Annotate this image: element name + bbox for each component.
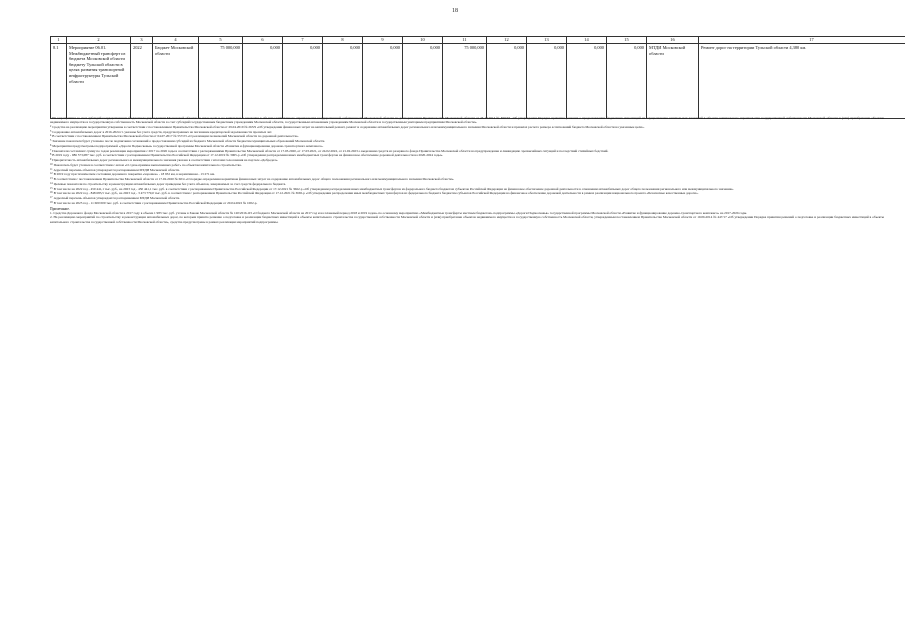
col-number: 4	[153, 37, 199, 44]
col-number: 6	[243, 37, 283, 44]
page-number: 18	[452, 8, 458, 14]
funding-source: Бюджет Московской области	[153, 44, 199, 119]
footnote: $^3$Содержание автомобильных дорог в 2016-2024 гг. указаны без учета средств, предусмотренных на погашение кредиторской задолженности прошлых лет.	[50, 129, 273, 134]
col-number: 15	[607, 37, 647, 44]
footnotes-section	[50, 116, 884, 224]
amount-cell: 75 000,000	[199, 44, 243, 119]
footnote: $^{17}$Адресный перечень объектов утверждается распоряжением МТДИ Московской области.	[50, 196, 181, 201]
table-row	[51, 44, 905, 119]
footnote: $^{16}$В том числе на 2022 год - 848 683,5 тыс. руб., на 2023 год - 3 473 779,0 тыс. руб. в соответствии с распоряжением Правительства Российской Федерации от 17.12.2021 № 3665-р «Об утверждении распределения иных межбюджетных трансфертов из федерального бюджета бюджетам субъектов Российской Федерации на финансовое обеспечение дорожной деятельности в рамках реализации национального проекта «Безопасные качественные дороги».	[50, 191, 699, 196]
footnote: $^{11}$Адресный перечень объектов утверждается распоряжением МТДИ Московской области.	[50, 167, 180, 172]
footnote: $^9$Приоритетность автомобильных дорог регионального и межмуниципального значения указана в соответствии с итогами голосования на портале «Добродел».	[50, 158, 279, 163]
footnote: $^4$В соответствии с постановлением Правительства Московской области от 04.07.2017 № 557/23 «О реализации полномочий Московской области по дорожной деятельности».	[50, 134, 299, 139]
footnote: $^6$Мероприятия предусмотрены подпрограммой «Дороги Подмосковья» государственной программы Московской области «Развитие и функционирование дорожно-транспортного комплекса».	[50, 143, 324, 148]
col-number: 13	[527, 37, 567, 44]
amount-cell: 0,000	[363, 44, 403, 119]
footnote: $^{15}$В том числе на 2022 год - 450 441,1 тыс. руб., на 2023 год - 450 441,1 тыс. руб. в соответствии с распоряжением Правительства Российской Федерации от 17.12.2021 № 3662-р «Об утверждении распределения иных межбюджетных трансфертов из федерального бюджета бюджетам субъектов Российской Федерации на финансовое обеспечение дорожной деятельности в отношении автомобильных дорог общего пользования регионального или межмуниципального значения».	[50, 186, 734, 191]
remark-item: 2. На реализацию мероприятий по строительству и реконструкции автомобильных дорог, по которым принято решение о подготовке и реализации бюджетных инвестиций в объекты капитального строительства государственной собственности Московской области и (или) приобретение объектов недвижимого имущества в государственную собственность Московской области, утвержденным постановлением Правительства Московской области от 10.06.2014 № 447/17 «Об утверждении Порядка принятия решений о подготовке и реализации бюджетных инвестиций в объекты капитального строительства государственной собственности Московской области», средства предусмотрены в рамках реализации мероприятий подпрограммы.	[50, 215, 884, 224]
amount-cell: 0,000	[243, 44, 283, 119]
col-number: 5	[199, 37, 243, 44]
col-number: 9	[363, 37, 403, 44]
amount-cell: 0,000	[607, 44, 647, 119]
col-number: 17	[699, 37, 905, 44]
footnote: $^{14}$Целевые показатели по строительству и реконструкции автомобильных дорог приведены без учета объектов, завершаемых за счет средств федерального бюджета.	[50, 181, 287, 186]
remark-item: 1. Средства Дорожного фонда Московской области в 2017 году в объеме 1 983 тыс. руб. учтены в Законе Московской области № 120/2016-ОЗ «О бюджете Московской области на 2017 год и на плановый период 2018 и 2019 годов» по основному мероприятию «Межбюджетные трансферты местным бюджетам» подпрограммы «Дороги Подмосковья» государственной программы Московской области «Развитие и функционирование дорожно-транспортного комплекса» на 2017-2026 годы.	[50, 210, 748, 215]
footnote: $^8$В 2019 году - 986 573,087 тыс. руб. в соответствии с распоряжением Правительства Российской Федерации от 17.12.2019 № 3065-р «Об утверждении распределения иных межбюджетных трансфертов на финансовое обеспечение дорожной деятельности на 2020-2024 годы».	[50, 153, 444, 158]
amount-cell: 0,000	[403, 44, 443, 119]
column-number-row	[51, 37, 905, 44]
measure-name: Мероприятие 06.01. Межбюджетный трансферт из бюджета Московской области бюджету Тульской области в целях развития транспортной инфраструктуры Тульской области	[67, 44, 131, 119]
footnote: $^{10}$Показатель будет уточнен в соответствии с актом «О сдаче-приемке выполненных работ» по объектам капитального строительства.	[50, 162, 242, 167]
footnote: $^{18}$В том числе на 2025 год - 11 600 000 тыс. руб. в соответствии с распоряжением Правительства Российской Федерации от 20.04.2022 № 1002-р.	[50, 200, 258, 205]
amount-cell: 0,000	[567, 44, 607, 119]
col-number: 7	[283, 37, 323, 44]
col-number: 11	[443, 37, 487, 44]
executor: МТДИ Московской области	[647, 44, 699, 119]
col-number: 12	[487, 37, 527, 44]
col-number: 3	[131, 37, 153, 44]
col-number: 16	[647, 37, 699, 44]
measure-result: Ремонт дорог на территории Тульской области 4,380 км.	[699, 44, 905, 119]
footnote: $^5$Значение показателя будет уточнено после подписания соглашений о предоставлении субсидий из бюджета Московской области бюджетам муниципальных образований Московской области.	[50, 139, 326, 144]
footnote: $^2$Средства на реализацию мероприятия утвержены в соответствии с постановлением Правительства Московской области от 29.04.2019 № 263/9 «Об утверждении финансовых затрат на капитальный ремонт, ремонт и содержание автомобильных дорог регионального или межмуниципального значения Московской области и правилах расчета размера ассигнований бюджета Московской области на указанные цели».	[50, 124, 645, 129]
col-number: 8	[323, 37, 363, 44]
amount-cell: 0,000	[323, 44, 363, 119]
budget-table	[50, 36, 905, 119]
measure-year: 2022	[131, 44, 153, 119]
row-number: 8.1	[51, 44, 67, 119]
amount-cell: 0,000	[527, 44, 567, 119]
remarks-title: Примечание.	[50, 206, 70, 211]
amount-cell: 75 000,000	[443, 44, 487, 119]
footnote: $^{13}$В соответствии с постановлением Правительства Московской области от 17.02.2020 № 60/4 «О порядке определения нормативов финансовых затрат на содержание автомобильных дорог общего пользования регионального или межмуниципального значения Московской области».	[50, 177, 455, 182]
col-number: 1	[51, 37, 67, 44]
amount-cell: 0,000	[487, 44, 527, 119]
footnote: $^{12}$В 2019 году при техническом состоянии дорожного покрытия «хорошее» - 18 932 км, в нормативном - 13 271 км.	[50, 172, 215, 177]
col-number: 14	[567, 37, 607, 44]
amount-cell: 0,000	[283, 44, 323, 119]
col-number: 10	[403, 37, 443, 44]
footnote: $^1$На мероприятия за счет субсидий государственным бюджетным учреждениям Московской области на иные цели и на капитальные вложения в объекты капитального строительства государственной собственности Московской области по распоряжениям Правительства Московской области от 25.12.2014 № 820/57 «Об утверждении Порядка принятия решения о предоставлении бюджетных инвестиций на осуществление капитальных вложений в объекты капитального строительства государственной собственности Московской области и (или) приобретение объектов недвижимого имущества в государственную собственность Московской области за счет субсидий государственным бюджетным учреждениям Московской области, государственным автономным учреждениям Московской области и государственным унитарным предприятиям Московской области».	[50, 116, 884, 125]
footnote: $^7$Показатели составляют сумму по годам реализации мероприятия с 2017 по 2026 годы в соответствии с распоряжениями Правительства Московской области от 17.03.2020, от 17.03.2021, от 24.02.2022, от 21.02.2023 о выделении средств из резервного фонда Правительства Московской области на предупреждение и ликвидацию чрезвычайных ситуаций и последствий стихийных бедствий.	[50, 148, 609, 153]
col-number: 2	[67, 37, 131, 44]
